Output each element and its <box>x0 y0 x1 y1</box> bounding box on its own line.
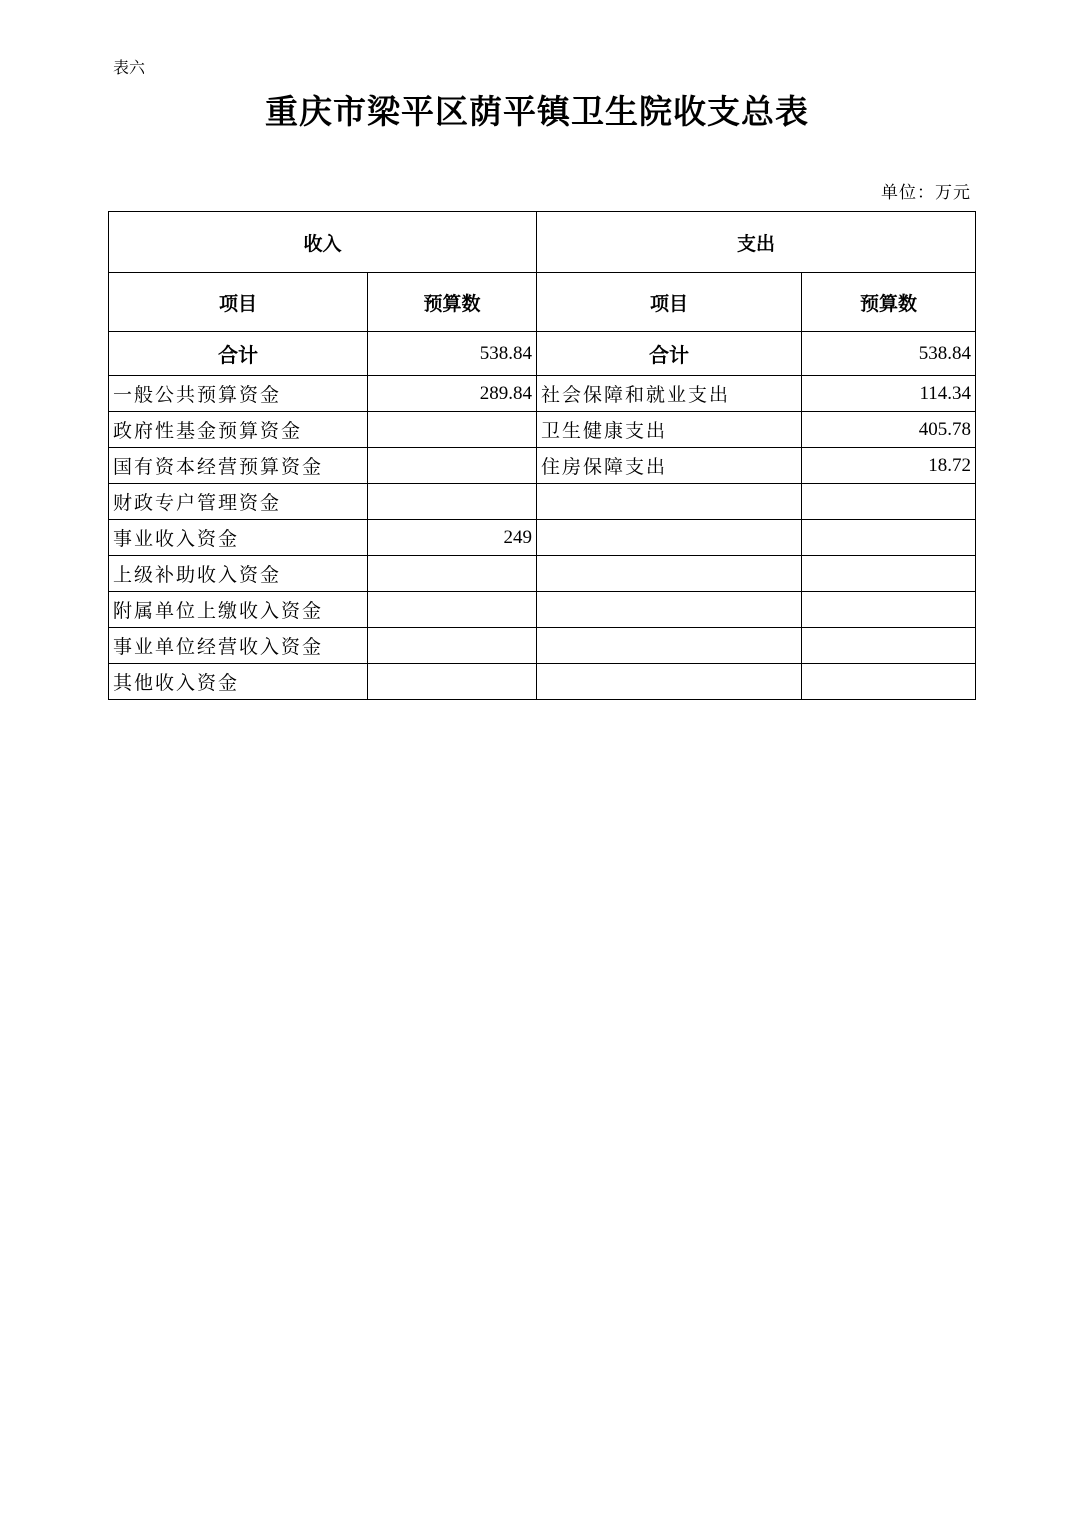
income-value-cell <box>368 592 537 628</box>
income-section-header: 收入 <box>109 212 537 273</box>
expenditure-section-header: 支出 <box>537 212 976 273</box>
income-value-cell <box>368 664 537 700</box>
income-value-cell <box>368 556 537 592</box>
expenditure-value-cell: 405.78 <box>802 412 976 448</box>
expenditure-item-cell <box>537 484 802 520</box>
income-value-cell <box>368 484 537 520</box>
expenditure-value-cell <box>802 556 976 592</box>
expenditure-value-cell <box>802 520 976 556</box>
expenditure-item-cell <box>537 628 802 664</box>
expenditure-item-cell: 卫生健康支出 <box>537 412 802 448</box>
expenditure-item-cell <box>537 520 802 556</box>
expenditure-value-cell <box>802 484 976 520</box>
total-row <box>109 332 976 376</box>
table-row <box>109 628 976 664</box>
expenditure-item-cell: 住房保障支出 <box>537 448 802 484</box>
income-item-cell: 政府性基金预算资金 <box>109 412 368 448</box>
section-header-row <box>109 212 976 273</box>
page-title: 重庆市梁平区荫平镇卫生院收支总表 <box>265 92 809 131</box>
income-item-cell: 事业收入资金 <box>109 520 368 556</box>
expenditure-item-cell <box>537 664 802 700</box>
expenditure-budget-header: 预算数 <box>802 273 976 332</box>
expenditure-value-cell <box>802 592 976 628</box>
income-budget-header: 预算数 <box>368 273 537 332</box>
income-item-cell: 国有资本经营预算资金 <box>109 448 368 484</box>
expenditure-value-cell <box>802 664 976 700</box>
income-item-cell: 其他收入资金 <box>109 664 368 700</box>
expenditure-item-cell: 社会保障和就业支出 <box>537 376 802 412</box>
table-number-label: 表六 <box>113 58 146 77</box>
income-value-cell <box>368 412 537 448</box>
table-row <box>109 520 976 556</box>
income-item-cell: 财政专户管理资金 <box>109 484 368 520</box>
income-value-cell <box>368 628 537 664</box>
expenditure-value-cell <box>802 628 976 664</box>
column-header-row <box>109 273 976 332</box>
income-value-cell <box>368 448 537 484</box>
table-row <box>109 592 976 628</box>
expenditure-total-value: 538.84 <box>802 332 976 376</box>
income-total-label: 合计 <box>109 332 368 376</box>
expenditure-item-cell <box>537 556 802 592</box>
income-value-cell: 289.84 <box>368 376 537 412</box>
unit-label: 单位：万元 <box>881 183 971 203</box>
income-expenditure-table <box>108 211 976 700</box>
table-row <box>109 484 976 520</box>
income-item-cell: 事业单位经营收入资金 <box>109 628 368 664</box>
expenditure-value-cell: 114.34 <box>802 376 976 412</box>
income-item-cell: 附属单位上缴收入资金 <box>109 592 368 628</box>
expenditure-item-header: 项目 <box>537 273 802 332</box>
table-row <box>109 448 976 484</box>
expenditure-total-label: 合计 <box>537 332 802 376</box>
table-row <box>109 664 976 700</box>
income-value-cell: 249 <box>368 520 537 556</box>
income-item-cell: 上级补助收入资金 <box>109 556 368 592</box>
table-row <box>109 412 976 448</box>
expenditure-value-cell: 18.72 <box>802 448 976 484</box>
table-row <box>109 556 976 592</box>
expenditure-item-cell <box>537 592 802 628</box>
income-total-value: 538.84 <box>368 332 537 376</box>
table-row <box>109 376 976 412</box>
income-item-cell: 一般公共预算资金 <box>109 376 368 412</box>
income-item-header: 项目 <box>109 273 368 332</box>
